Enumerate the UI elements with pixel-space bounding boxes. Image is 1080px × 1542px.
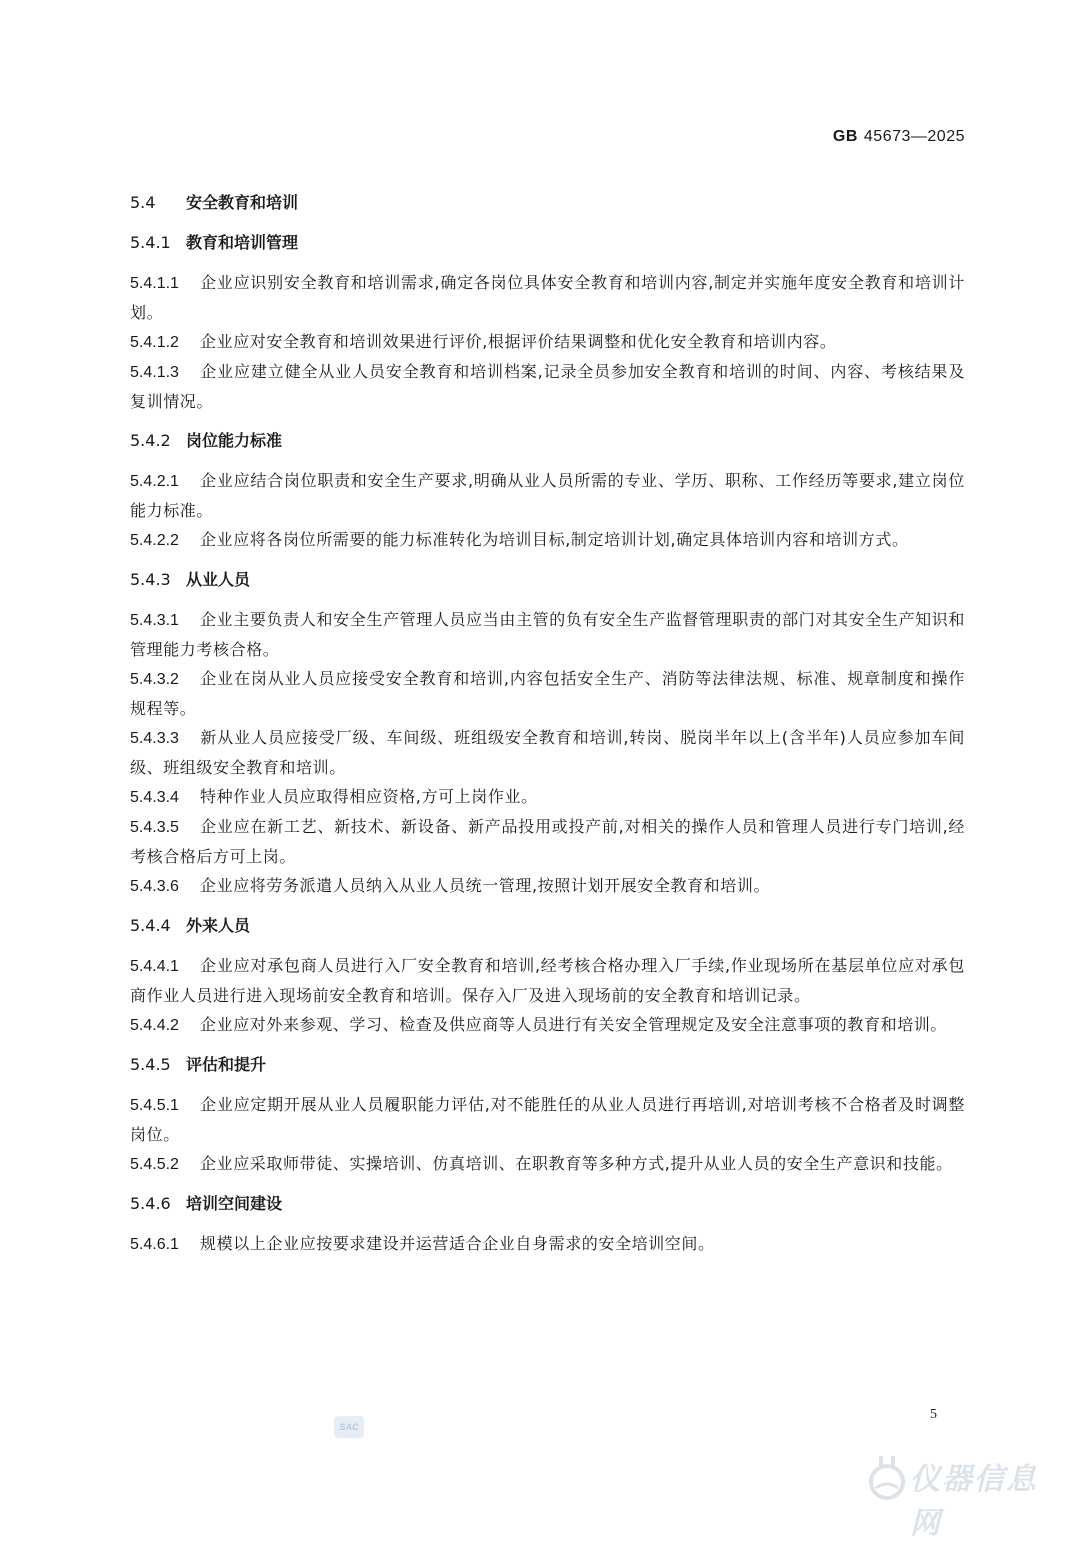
section-title: 培训空间建设 bbox=[186, 1194, 283, 1213]
watermark-text: 仪器信息网 bbox=[910, 1462, 1038, 1541]
section-title: 教育和培训管理 bbox=[186, 233, 299, 252]
clause-paragraph bbox=[130, 466, 965, 525]
clause-paragraph bbox=[130, 357, 965, 416]
clause-paragraph bbox=[130, 1229, 965, 1259]
flask-icon bbox=[864, 1452, 910, 1502]
clause-number: 5.4.1.2 bbox=[130, 334, 179, 351]
clause-number: 5.4.3.2 bbox=[130, 671, 179, 688]
section-title: 评估和提升 bbox=[186, 1055, 267, 1074]
section-heading bbox=[130, 188, 965, 218]
clause-number: 5.4.3.1 bbox=[130, 612, 179, 629]
section-number: 5.4.2 bbox=[130, 431, 171, 450]
clause-text: 企业应采取师带徒、实操培训、仿真培训、在职教育等多种方式,提升从业人员的安全生产意识和技能。 bbox=[200, 1154, 953, 1173]
section-heading bbox=[130, 1050, 965, 1080]
section-number: 5.4.3 bbox=[130, 570, 171, 589]
clause-paragraph bbox=[130, 525, 965, 555]
clause-paragraph bbox=[130, 1149, 965, 1179]
clause-paragraph bbox=[130, 664, 965, 723]
clause-paragraph bbox=[130, 723, 965, 782]
section-heading bbox=[130, 426, 965, 456]
clause-text: 企业应建立健全从业人员安全教育和培训档案,记录全员参加安全教育和培训的时间、内容、考核结果及复训情况。 bbox=[130, 362, 965, 411]
clause-number: 5.4.3.3 bbox=[130, 730, 179, 747]
clause-number: 5.4.4.1 bbox=[130, 958, 179, 975]
standard-prefix: GB bbox=[832, 128, 858, 145]
clause-number: 5.4.3.4 bbox=[130, 789, 179, 806]
clause-text: 特种作业人员应取得相应资格,方可上岗作业。 bbox=[200, 787, 538, 806]
section-heading bbox=[130, 1189, 965, 1219]
page-number: 5 bbox=[930, 1407, 937, 1422]
clause-text: 企业主要负责人和安全生产管理人员应当由主管的负有安全生产监督管理职责的部门对其安全生产知识和管理能力考核合格。 bbox=[130, 610, 965, 659]
section-number: 5.4 bbox=[130, 193, 156, 212]
clause-number: 5.4.5.2 bbox=[130, 1156, 179, 1173]
clause-text: 新从业人员应接受厂级、车间级、班组级安全教育和培训,转岗、脱岗半年以上(含半年)人员应参加车间级、班组级安全教育和培训。 bbox=[130, 728, 965, 777]
clause-number: 5.4.1.3 bbox=[130, 364, 179, 381]
clause-paragraph bbox=[130, 951, 965, 1010]
clause-text: 企业应对安全教育和培训效果进行评价,根据评价结果调整和优化安全教育和培训内容。 bbox=[200, 332, 837, 351]
clause-text: 企业应将各岗位所需要的能力标准转化为培训目标,制定培训计划,确定具体培训内容和培训方式。 bbox=[200, 530, 909, 549]
section-number: 5.4.4 bbox=[130, 916, 171, 935]
document-body bbox=[130, 188, 965, 1259]
clause-text: 规模以上企业应按要求建设并运营适合企业自身需求的安全培训空间。 bbox=[200, 1234, 715, 1253]
clause-paragraph bbox=[130, 812, 965, 871]
standard-number: 45673—2025 bbox=[863, 128, 965, 145]
clause-number: 5.4.4.2 bbox=[130, 1017, 179, 1034]
sac-logo: SAC bbox=[334, 1416, 364, 1438]
section-heading bbox=[130, 565, 965, 595]
clause-paragraph bbox=[130, 871, 965, 901]
section-heading bbox=[130, 911, 965, 941]
clause-text: 企业在岗从业人员应接受安全教育和培训,内容包括安全生产、消防等法律法规、标准、规章制度和操作规程等。 bbox=[130, 669, 965, 718]
watermark bbox=[864, 1448, 1064, 1541]
clause-number: 5.4.3.5 bbox=[130, 819, 179, 836]
clause-number: 5.4.1.1 bbox=[130, 275, 179, 292]
clause-paragraph bbox=[130, 1010, 965, 1040]
section-title: 安全教育和培训 bbox=[186, 193, 299, 212]
clause-text: 企业应定期开展从业人员履职能力评估,对不能胜任的从业人员进行再培训,对培训考核不合格者及时调整岗位。 bbox=[130, 1095, 965, 1144]
section-title: 从业人员 bbox=[186, 570, 251, 589]
standard-code bbox=[833, 128, 965, 146]
clause-paragraph bbox=[130, 268, 965, 327]
section-heading bbox=[130, 228, 965, 258]
section-title: 岗位能力标准 bbox=[186, 431, 283, 450]
clause-number: 5.4.5.1 bbox=[130, 1097, 179, 1114]
clause-text: 企业应对外来参观、学习、检查及供应商等人员进行有关安全管理规定及安全注意事项的教育和培训。 bbox=[200, 1015, 948, 1034]
clause-text: 企业应识别安全教育和培训需求,确定各岗位具体安全教育和培训内容,制定并实施年度安全教育和培训计划。 bbox=[130, 273, 965, 322]
clause-paragraph bbox=[130, 782, 965, 812]
clause-number: 5.4.6.1 bbox=[130, 1236, 179, 1253]
clause-paragraph bbox=[130, 605, 965, 664]
section-number: 5.4.6 bbox=[130, 1194, 171, 1213]
clause-text: 企业应在新工艺、新技术、新设备、新产品投用或投产前,对相关的操作人员和管理人员进行专门培训,经考核合格后方可上岗。 bbox=[130, 817, 965, 866]
clause-paragraph bbox=[130, 1090, 965, 1149]
section-number: 5.4.5 bbox=[130, 1055, 171, 1074]
clause-number: 5.4.2.1 bbox=[130, 473, 179, 490]
clause-text: 企业应对承包商人员进行入厂安全教育和培训,经考核合格办理入厂手续,作业现场所在基层单位应对承包商作业人员进行进入现场前安全教育和培训。保存入厂及进入现场前的安全教育和培训记录。 bbox=[130, 956, 965, 1005]
clause-paragraph bbox=[130, 327, 965, 357]
clause-number: 5.4.3.6 bbox=[130, 878, 179, 895]
clause-text: 企业应将劳务派遣人员纳入从业人员统一管理,按照计划开展安全教育和培训。 bbox=[200, 876, 771, 895]
section-number: 5.4.1 bbox=[130, 233, 171, 252]
clause-text: 企业应结合岗位职责和安全生产要求,明确从业人员所需的专业、学历、职称、工作经历等要求,建立岗位能力标准。 bbox=[130, 471, 965, 520]
section-title: 外来人员 bbox=[186, 916, 251, 935]
clause-number: 5.4.2.2 bbox=[130, 532, 179, 549]
